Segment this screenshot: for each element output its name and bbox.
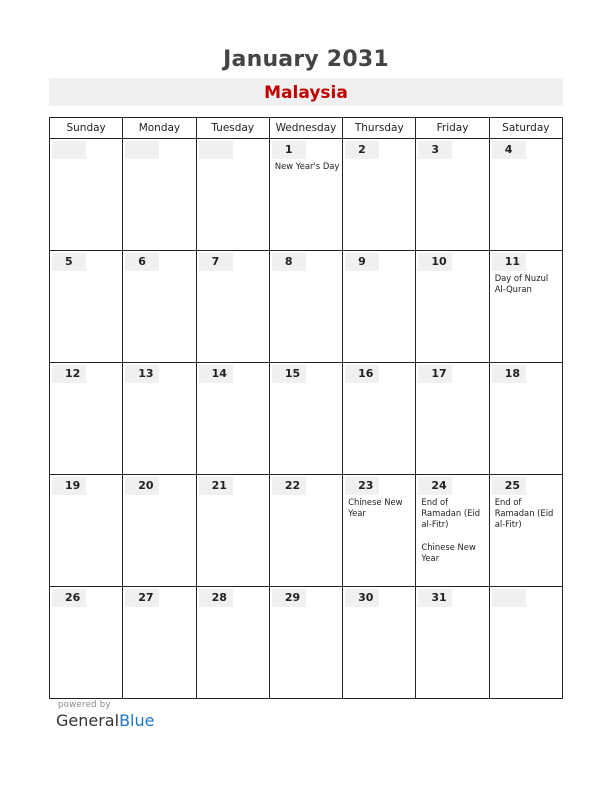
day-cell: [50, 587, 123, 699]
day-number: 14: [199, 365, 233, 383]
weekday-header: Monday: [123, 118, 196, 139]
weekday-header: Wednesday: [269, 118, 342, 139]
country-banner: [49, 78, 563, 106]
day-cell: [416, 363, 489, 475]
day-cell: [343, 475, 416, 587]
day-number: 23: [345, 477, 379, 495]
holiday-event: Chinese New Year: [348, 497, 403, 518]
day-number: 3: [418, 141, 452, 159]
day-cell: [123, 475, 196, 587]
day-number: 31: [418, 589, 452, 607]
day-number: 24: [418, 477, 452, 495]
powered-by-text: powered by: [58, 700, 111, 710]
day-number: [125, 141, 159, 159]
brand-general: General: [56, 711, 120, 730]
weekday-header: Thursday: [343, 118, 416, 139]
day-cell: [416, 587, 489, 699]
day-cell: [123, 587, 196, 699]
footer-branding: [56, 700, 154, 730]
day-number: 22: [272, 477, 306, 495]
day-number: 27: [125, 589, 159, 607]
holiday-event: End of Ramadan (Eid al-Fitr): [421, 497, 481, 529]
day-cell: [123, 139, 196, 251]
day-cell: [269, 251, 342, 363]
day-cell: [269, 587, 342, 699]
day-number: 19: [52, 477, 86, 495]
day-number: 30: [345, 589, 379, 607]
day-number: 21: [199, 477, 233, 495]
week-row: [50, 587, 563, 699]
calendar-grid: [49, 117, 563, 699]
day-number: 2: [345, 141, 379, 159]
day-number: 18: [492, 365, 526, 383]
day-number: 7: [199, 253, 233, 271]
day-cell: [489, 475, 562, 587]
holiday-event: Chinese New Year: [421, 542, 476, 563]
day-number: 13: [125, 365, 159, 383]
day-cell: [416, 251, 489, 363]
day-cell: [123, 363, 196, 475]
day-number: 16: [345, 365, 379, 383]
day-cell: [343, 251, 416, 363]
day-cell: [50, 251, 123, 363]
day-number: 15: [272, 365, 306, 383]
day-number: 26: [52, 589, 86, 607]
event-list: [416, 495, 488, 564]
day-number: [492, 589, 526, 607]
day-cell: [343, 139, 416, 251]
day-number: 5: [52, 253, 86, 271]
event-list: [270, 159, 342, 172]
day-number: 11: [492, 253, 526, 271]
day-cell: [123, 251, 196, 363]
day-cell: [416, 139, 489, 251]
day-number: 8: [272, 253, 306, 271]
day-cell: [50, 139, 123, 251]
day-number: 1: [272, 141, 306, 159]
day-cell: [50, 363, 123, 475]
calendar-title: January 2031: [223, 47, 389, 72]
day-cell: [50, 475, 123, 587]
day-cell: [489, 363, 562, 475]
week-row: [50, 363, 563, 475]
week-row: [50, 475, 563, 587]
day-number: 25: [492, 477, 526, 495]
day-cell: [196, 363, 269, 475]
holiday-event: Day of Nuzul Al-Quran: [494, 273, 549, 294]
day-number: 28: [199, 589, 233, 607]
brand-logo: [56, 711, 154, 730]
day-cell: [489, 139, 562, 251]
country-name: Malaysia: [264, 83, 348, 103]
weekday-header: Tuesday: [196, 118, 269, 139]
holiday-event: End of Ramadan (Eid al-Fitr): [494, 497, 554, 529]
day-number: 9: [345, 253, 379, 271]
day-cell: [196, 139, 269, 251]
weekday-header: Sunday: [50, 118, 123, 139]
day-number: 6: [125, 253, 159, 271]
weekday-header: Saturday: [489, 118, 562, 139]
weekday-header-row: [50, 118, 563, 139]
day-cell: [269, 475, 342, 587]
event-list: [343, 495, 415, 519]
day-number: 4: [492, 141, 526, 159]
day-number: [52, 141, 86, 159]
day-cell: [196, 251, 269, 363]
holiday-event: New Year's Day: [274, 161, 340, 171]
week-row: [50, 139, 563, 251]
day-number: [199, 141, 233, 159]
day-cell: [196, 475, 269, 587]
event-list: [490, 495, 562, 530]
day-number: 17: [418, 365, 452, 383]
day-cell: [489, 587, 562, 699]
event-list: [490, 271, 562, 295]
week-row: [50, 251, 563, 363]
day-cell: [343, 363, 416, 475]
day-cell: [269, 363, 342, 475]
weekday-header: Friday: [416, 118, 489, 139]
day-number: 20: [125, 477, 159, 495]
day-cell: [196, 587, 269, 699]
brand-blue: Blue: [119, 711, 155, 730]
day-number: 12: [52, 365, 86, 383]
day-number: 10: [418, 253, 452, 271]
day-cell: [416, 475, 489, 587]
day-cell: [269, 139, 342, 251]
day-cell: [489, 251, 562, 363]
day-cell: [343, 587, 416, 699]
day-number: 29: [272, 589, 306, 607]
